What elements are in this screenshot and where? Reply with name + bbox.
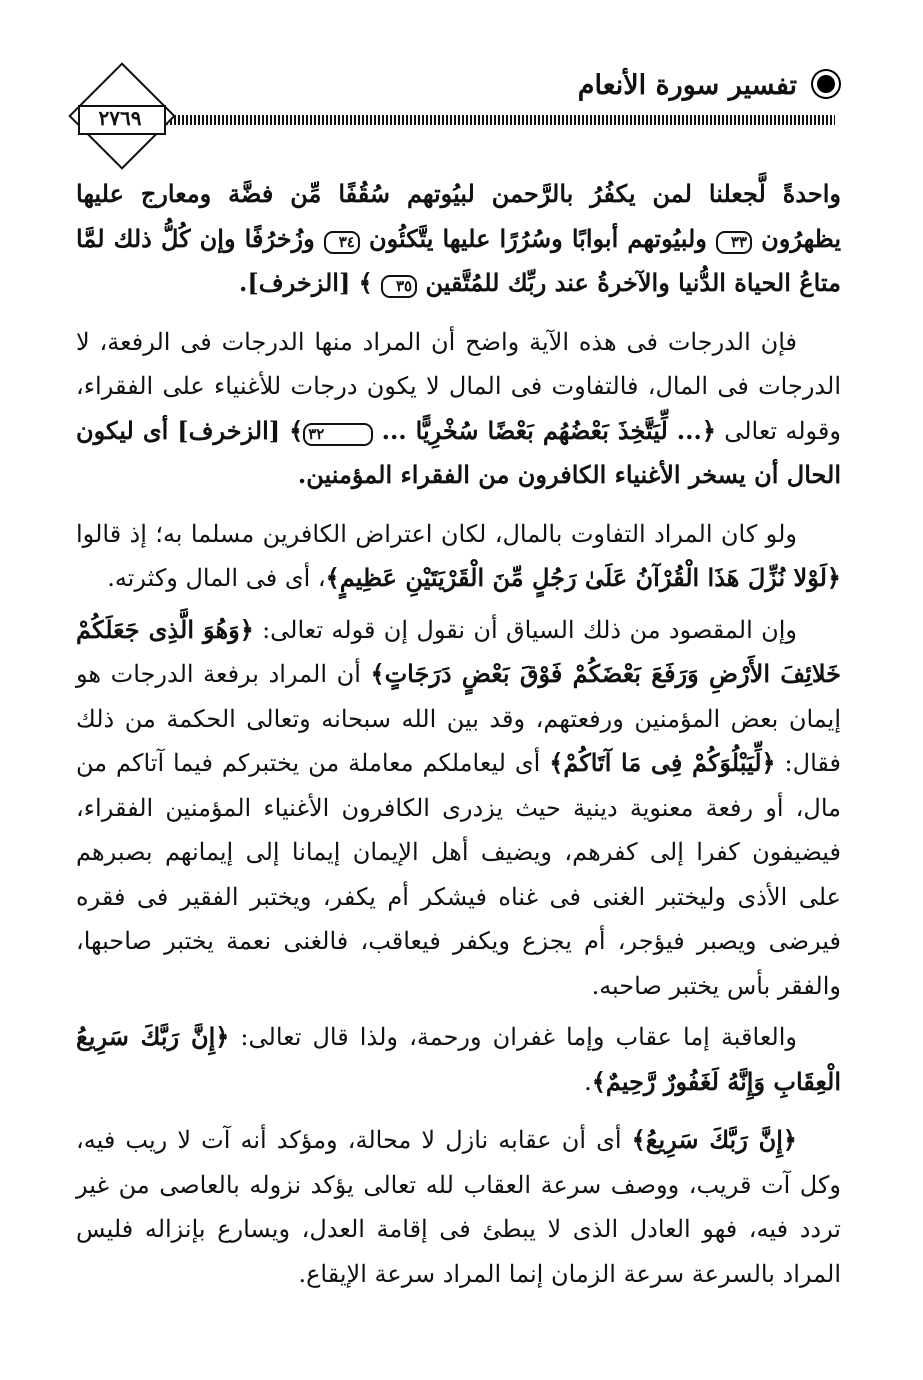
paragraph-text: ولو كان المراد التفاوت بالمال، لكان اعتراض الكافرين مسلما به؛ إذ قالوا xyxy=(76,519,797,548)
page-number: ٢٧٦٩ xyxy=(98,106,142,130)
quran-quote: ﴿إِنَّ رَبَّكَ سَرِيعُ الْعِقَابِ وَإِنَّهُ لَغَفُورٌ رَّحِيمٌ﴾ xyxy=(76,1022,841,1096)
header-rule xyxy=(158,115,835,125)
verse-text: وزُخرُفًا وإن كُلُّ ذلك لمَّا متاعُ الحياة الدُّنيا والآخرةُ عند ربِّك للمُتَّقين xyxy=(76,223,841,297)
paragraph xyxy=(76,1118,841,1296)
quran-quote: ﴿... لِّيَتَّخِذَ بَعْضُهُم بَعْضًا سُخْرِيًّا ... xyxy=(381,415,716,445)
paragraph-text: أى أن عقابه نازل لا محالة، ومؤكد أنه آت لا ريب فيه، وكل آت قريب، ووصف سرعة العقاب لله تعالى يؤكد نزوله بالعاصى من غير تردد فيه، فهو العادل الذى لا يبطئ فى إقامة العدل، ويسارع بإنزاله فليس المراد بالسرعة سرعة الزمان إنما المراد سرعة الإيقاع. xyxy=(76,1126,841,1288)
paragraph-text: ﴾ [الزخرف] أى ليكون الحال أن يسخر الأغنياء الكافرون من الفقراء المؤمنين. xyxy=(76,415,841,489)
paragraph-text: أن المراد برفعة الدرجات هو إيمان بعض المؤمنين ورفعتهم، وقد بين الله سبحانه وتعالى الحكمة من ذلك فقال: xyxy=(76,660,842,777)
paragraph-text: فإن الدرجات فى هذه الآية واضح أن المراد منها الدرجات فى الرفعة، لا الدرجات فى المال، فالتفاوت فى المال لا يكون درجات للأغنياء على الفقراء، وقوله تعالى xyxy=(76,327,841,445)
verse-block xyxy=(76,172,841,306)
page-number-badge xyxy=(70,72,170,162)
paragraph xyxy=(76,320,841,498)
page-body xyxy=(76,172,841,1296)
verse-number: ٣٤ xyxy=(324,231,360,254)
paragraph-text: وإن المقصود من ذلك السياق أن نقول إن قوله تعالى: xyxy=(253,615,797,644)
verse-text: واحدةً لَّجعلنا لمن يكفُرُ بالرَّحمن لبيُوتهم سُقُفًا مِّن فضَّة ومعارج عليها يظهرُون xyxy=(76,179,842,253)
verse-number: ٣٣ xyxy=(716,231,752,254)
paragraph-text: . xyxy=(584,1067,592,1096)
paragraph xyxy=(76,512,841,601)
paragraph-text: أى ليعاملكم معاملة من يختبركم فيما آتاكم من مال، أو رفعة معنوية دينية حيث يزدرى الكافرون الأغنياء المؤمنين الفقراء، فيضيفون كفرا إلى كفرهم، ويضيف أهل الإيمان إيمانا إلى إيمانهم بصبرهم على الأذى وليختبر الغنى فى غناه فيشكر أم يكفر، ويختبر الفقير فى فقره فيرضى ويصبر فيؤجر، أم يجزع ويكفر فيعاقب، فالغنى نعمة يختبر صاحبها، والفقر بأس يختبر صاحبه. xyxy=(76,749,841,1000)
paragraph-text: والعاقبة إما عقاب وإما غفران ورحمة، ولذا قال تعالى: xyxy=(229,1023,797,1051)
verse-number: ٣٢ xyxy=(303,423,373,446)
verse-number: ٣٥ xyxy=(381,275,417,298)
running-title: تفسير سورة الأنعام xyxy=(577,70,797,101)
quran-quote: ﴿لَوْلا نُزِّلَ هَذَا الْقُرْآنُ عَلَىٰ رَجُلٍ مِّنَ الْقَرْيَتَيْنِ عَظِيمٍ﴾ xyxy=(325,563,841,592)
paragraph xyxy=(76,608,841,1009)
quran-quote: ﴿وَهُوَ الَّذِى جَعَلَكُمْ خَلائِفَ الأَرْضِ وَرَفَعَ بَعْضَكُمْ فَوْقَ بَعْضٍ دَرَجَاتٍ﴾ xyxy=(76,614,841,688)
quran-quote: ﴿لِّيَبْلُوَكُمْ فِى مَا آتَاكُمْ﴾ xyxy=(549,748,776,777)
verse-text: ولبيُوتهم أبوابًا وسُرُرًا عليها يتَّكئُون xyxy=(368,223,707,253)
paragraph-text: ، أى فى المال وكثرته. xyxy=(107,564,326,592)
paragraph xyxy=(76,1015,841,1104)
quran-quote: ﴿إِنَّ رَبَّكَ سَرِيعُ﴾ xyxy=(631,1125,797,1154)
verse-citation: ﴾ [الزخرف]. xyxy=(239,268,373,297)
page-header xyxy=(0,0,923,160)
flower-ornament-icon xyxy=(813,71,839,97)
